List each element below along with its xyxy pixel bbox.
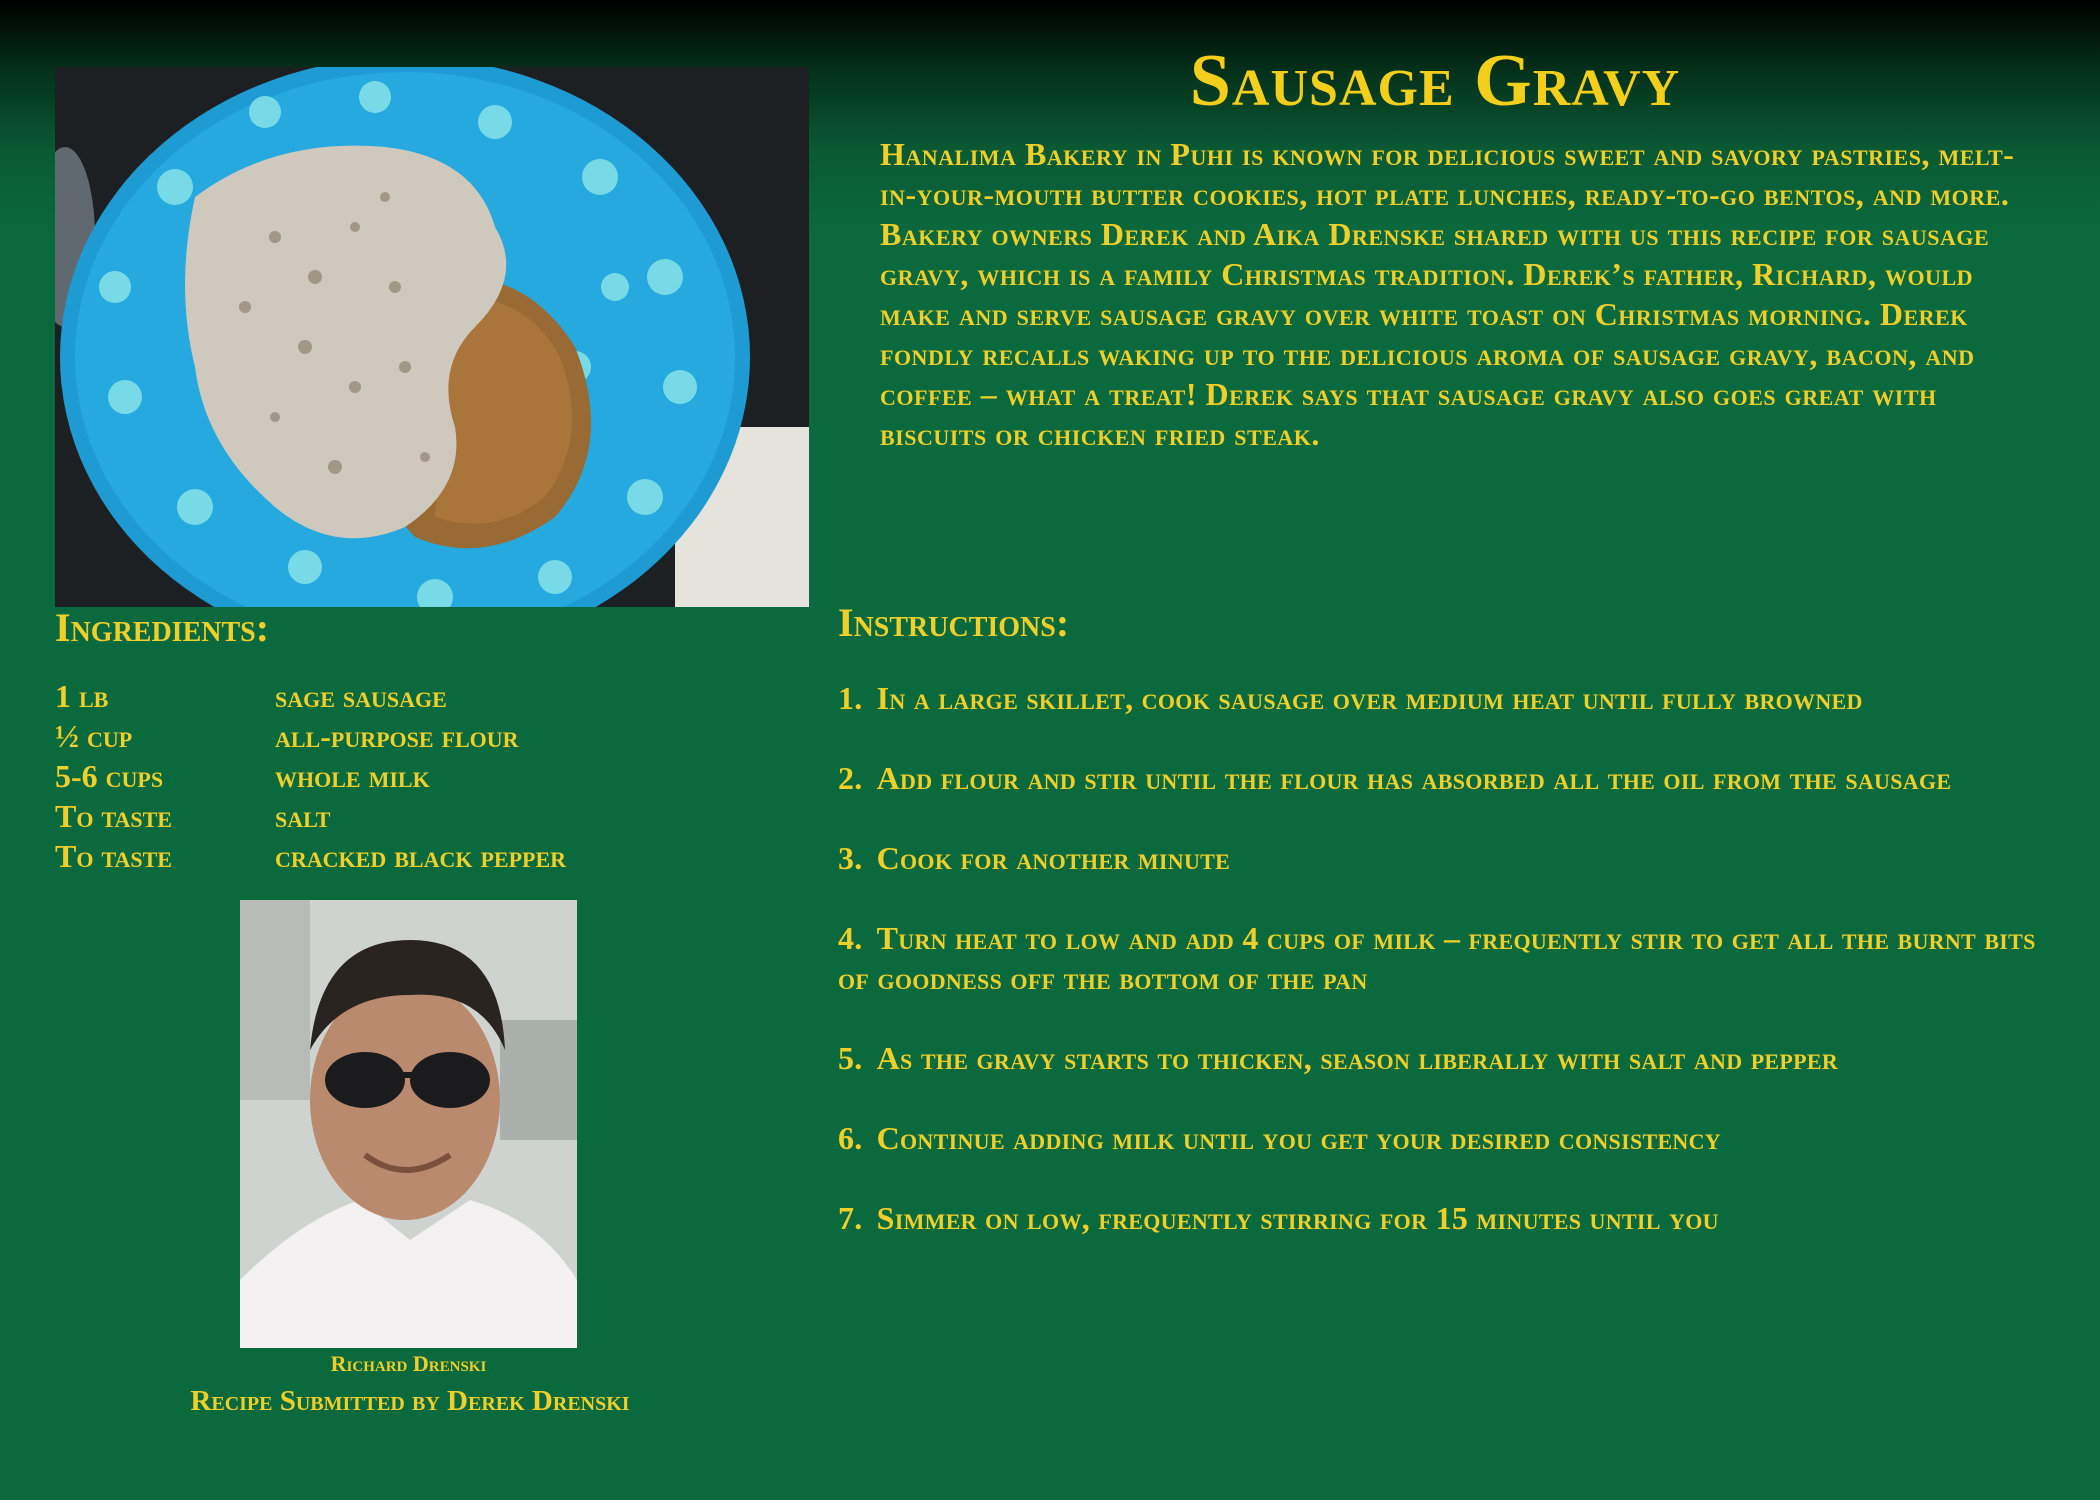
sausage-gravy-photo [55, 67, 809, 607]
recipe-intro: Hanalima Bakery in Puhi is known for delicious sweet and savory pastries, melt-in-your-mouth butter cookies, hot plate lunches, ready-to-go bentos, and more. Bakery owners Derek and Aika Drenske shared with us this recipe for sausage gravy, which is a family Christmas tradition. Derek’s father, Richard, would make and serve sausage gravy over white toast on Christmas morning. Derek fondly recalls waking up to the delicious aroma of sausage gravy, bacon, and coffee – what a treat! Derek says that sausage gravy also goes great with biscuits or chicken fried steak. [880, 136, 2015, 452]
recipe-credit: Recipe Submitted by Derek Drenski [190, 1385, 630, 1417]
ingredients-list [55, 676, 775, 876]
step-text: Add flour and stir until the flour has absorbed all the oil from the sausage [876, 760, 1952, 796]
ingredient-quantity: To taste [55, 838, 172, 874]
step-number: 4. [838, 920, 863, 956]
ingredient-row [55, 796, 775, 836]
ingredient-row [55, 756, 775, 796]
step-number: 6. [838, 1120, 863, 1156]
instruction-step [838, 1118, 2058, 1158]
ingredient-name: salt [275, 798, 331, 834]
ingredient-row [55, 716, 775, 756]
instruction-step [838, 758, 2058, 798]
step-number: 1. [838, 680, 863, 716]
step-text: Simmer on low, frequently stirring for 15 minutes until you [876, 1200, 1719, 1236]
instruction-step [838, 1198, 2058, 1238]
ingredient-row [55, 836, 775, 876]
step-text: Cook for another minute [876, 840, 1231, 876]
step-text: As the gravy starts to thicken, season liberally with salt and pepper [876, 1040, 1839, 1076]
recipe-title: Sausage Gravy [1189, 40, 1681, 122]
ingredient-quantity: To taste [55, 798, 172, 834]
instruction-step [838, 918, 2058, 998]
richard-drenski-portrait [240, 900, 577, 1348]
step-number: 5. [838, 1040, 863, 1076]
instruction-step [838, 1038, 2058, 1078]
step-text: In a large skillet, cook sausage over medium heat until fully browned [876, 680, 1863, 716]
ingredients-heading: Ingredients: [55, 605, 270, 650]
ingredient-name: cracked black pepper [275, 838, 567, 874]
step-number: 7. [838, 1200, 863, 1236]
instruction-step [838, 838, 2058, 878]
step-number: 2. [838, 760, 863, 796]
ingredient-quantity: 5-6 cups [55, 758, 164, 794]
ingredient-row [55, 676, 775, 716]
ingredient-name: all-purpose flour [275, 718, 519, 754]
step-text: Turn heat to low and add 4 cups of milk – frequently stir to get all the burnt bits of goodness off the bottom of the pan [838, 920, 2036, 996]
instructions-list [838, 678, 2058, 1278]
instructions-heading: Instructions: [838, 600, 1070, 645]
photo-caption: Richard Drenski [330, 1351, 487, 1376]
ingredient-quantity: ½ cup [55, 718, 133, 754]
instruction-step [838, 678, 2058, 718]
step-number: 3. [838, 840, 863, 876]
ingredient-quantity: 1 lb [55, 678, 109, 714]
ingredient-name: whole milk [275, 758, 430, 794]
ingredient-name: sage sausage [275, 678, 447, 714]
step-text: Continue adding milk until you get your desired consistency [876, 1120, 1721, 1156]
